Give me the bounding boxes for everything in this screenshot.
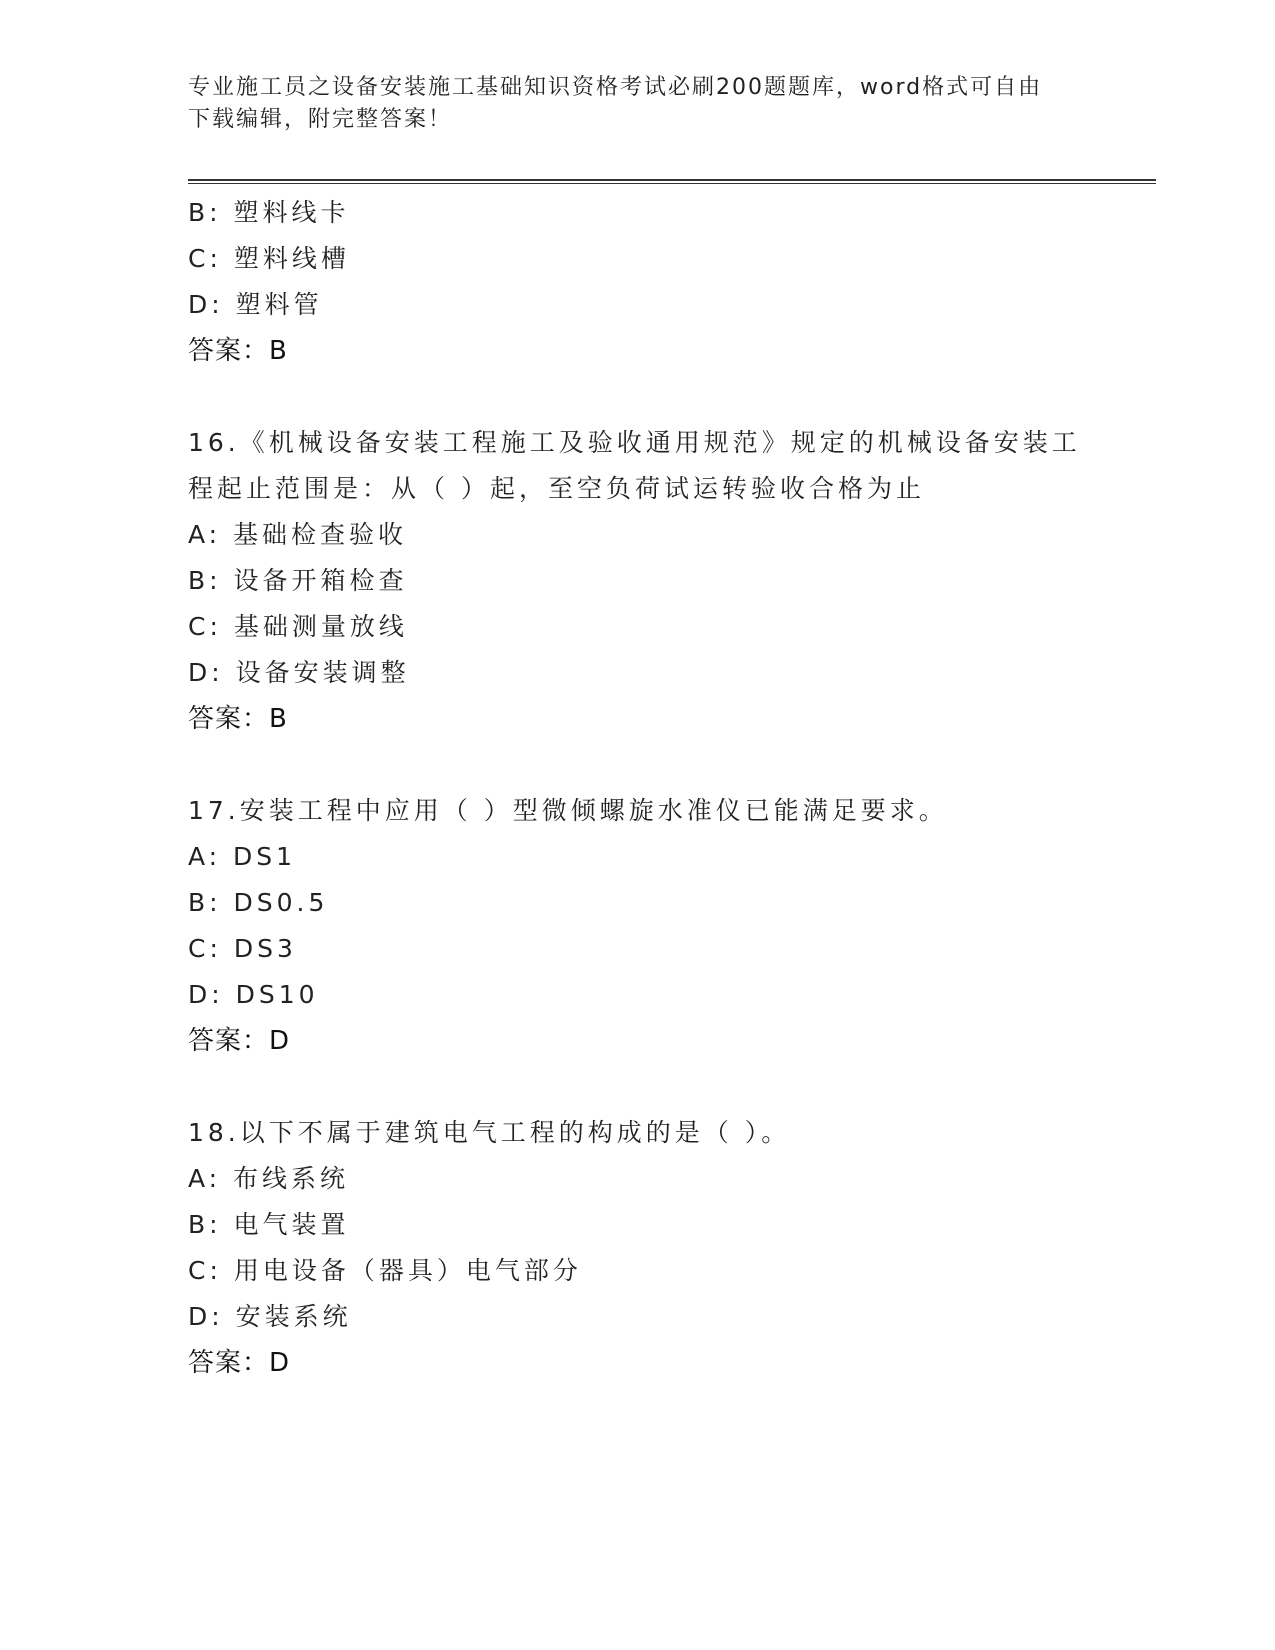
option-b: B: 塑料线卡 [188,198,350,227]
option-c: C: 基础测量放线 [188,612,408,641]
option-a: A: DS1 [188,842,297,871]
option-b: B: DS0.5 [188,888,329,917]
question-stem-line-1: 16.《机械设备安装工程施工及验收通用规范》规定的机械设备安装工 [188,428,1081,457]
option-a: A: 基础检查验收 [188,520,408,549]
answer-label: 答案：B [188,704,288,734]
question-15-fragment [188,190,1088,374]
option-b: B: 电气装置 [188,1210,350,1239]
option-c: C: DS3 [188,934,297,963]
spacer [188,742,1088,788]
page-header [188,72,1088,136]
question-stem: 18.以下不属于建筑电气工程的构成的是（ ）。 [188,1118,791,1147]
option-d: D: 设备安装调整 [188,658,410,687]
spacer [188,1064,1088,1110]
option-c: C: 塑料线槽 [188,244,350,273]
option-d: D: 安装系统 [188,1302,352,1331]
question-list [188,190,1088,1386]
answer-label: 答案：D [188,1026,291,1056]
header-line-1: 专业施工员之设备安装施工基础知识资格考试必刷200题题库，word格式可自由 [188,75,1043,100]
header-divider-secondary [188,183,1156,184]
option-c: C: 用电设备（器具）电气部分 [188,1256,582,1285]
option-a: A: 布线系统 [188,1164,350,1193]
question-17 [188,788,1088,1064]
header-line-2: 下载编辑，附完整答案！ [188,107,453,132]
header-divider [188,179,1156,181]
option-d: D: 塑料管 [188,290,323,319]
answer-label: 答案：B [188,336,288,366]
spacer [188,374,1088,420]
question-16 [188,420,1088,742]
question-18 [188,1110,1088,1386]
option-b: B: 设备开箱检查 [188,566,408,595]
question-stem: 17.安装工程中应用（ ）型微倾螺旋水准仪已能满足要求。 [188,796,948,825]
option-d: D: DS10 [188,980,319,1009]
question-stem-line-2: 程起止范围是：从（ ）起，至空负荷试运转验收合格为止 [188,474,925,503]
answer-label: 答案：D [188,1348,291,1378]
